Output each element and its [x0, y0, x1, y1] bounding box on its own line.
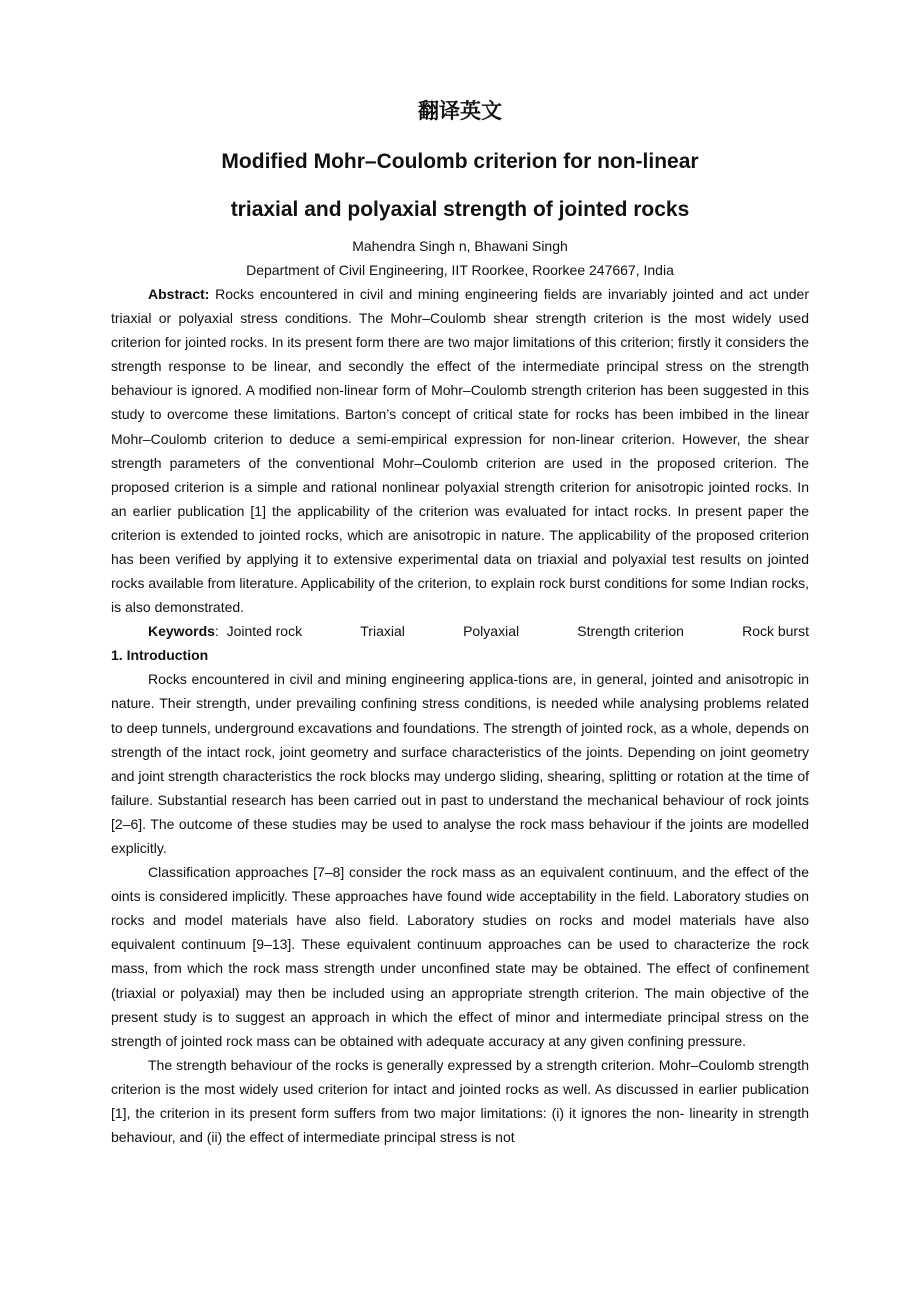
- section-heading-introduction: 1. Introduction: [111, 647, 209, 664]
- paper-title: Modified Mohr–Coulomb criterion for non-linear triaxial and polyaxial strength of jointed rocks: [221, 150, 699, 221]
- body-paragraph: The strength behaviour of the rocks is generally expressed by a strength criterion. Mohr–Coulomb strength criterion is the most widely used criterion for intact and jointed rocks as well. As discussed in earlier publication [1], the criterion in its present form suffers from two major limitations: (i) it ignores the non- linearity in strength behaviour, and (ii) the effect of intermediate principal stress is not: [111, 1056, 809, 1146]
- keyword-item: Polyaxial: [463, 623, 520, 640]
- document-page: [111, 96, 809, 1149]
- abstract-label: Abstract:: [148, 286, 210, 302]
- abstract-text: Rocks encountered in civil and mining engineering fields are invariably jointed and act under triaxial or polyaxial stress conditions. The Mohr–Coulomb shear strength criterion is the most widely used criterion for jointed rocks. In its present form there are two major limitations of this criterion; firstly it considers the strength response to be linear, and secondly the effect of the intermediate principal stress on the strength behaviour is ignored. A modified non-linear form of Mohr–Coulomb strength criterion has been suggested in this study to overcome these limitations. Barton’s concept of critical state for rocks has been imbibed in the linear Mohr–Coulomb criterion to deduce a semi-empirical expression for non-linear criterion. However, the shear strength parameters of the conventional Mohr–Coulomb criterion are used in the proposed criterion. The proposed criterion is a simple and rational nonlinear polyaxial strength criterion for anisotropic jointed rocks. In an earlier publication [1] the applicability of the criterion was evaluated for intact rocks. In present paper the criterion is extended to jointed rocks, which are anisotropic in nature. The applicability of the proposed criterion has been verified by applying it to extensive experimental data on triaxial and polyaxial test results on jointed rocks available from literature. Applicability of the criterion, to explain rock burst conditions for some Indian rocks, is also demonstrated.: [111, 286, 809, 616]
- keyword-item: Strength criterion: [577, 623, 684, 640]
- keywords-lead: Keywords: Jointed rock: [148, 623, 303, 640]
- affiliation: Department of Civil Engineering, IIT Roorkee, Roorkee 247667, India: [246, 262, 674, 278]
- keywords-label: Keywords: [148, 623, 215, 640]
- body-paragraph: Rocks encountered in civil and mining engineering applica-tions are, in general, jointed and anisotropic in nature. Their strength, under prevailing confining stress conditions, is needed while analysing problems related to deep tunnels, underground excavations and foundations. The strength of jointed rock, as a whole, depends on strength of the intact rock, joint geometry and surface characteristics of the joints. Depending on joint geometry and joint strength characteristics the rock blocks may undergo sliding, shearing, splitting or rotation at the time of failure. Substantial research has been carried out in past to understand the mechanical behaviour of rock joints [2–6]. The outcome of these studies may be used to analyse the rock mass behaviour if the joints are modelled explicitly.: [111, 671, 809, 856]
- authors: Mahendra Singh n, Bhawani Singh: [352, 238, 568, 254]
- keyword-item: Jointed rock: [226, 623, 303, 640]
- keyword-item: Rock burst: [742, 623, 809, 640]
- abstract-paragraph: [111, 282, 809, 619]
- keywords-row: [111, 619, 809, 643]
- body-paragraph: Classification approaches [7–8] consider the rock mass as an equivalent continuum, and the effect of the oints is considered implicitly. These approaches have found wide acceptability in the field. Laboratory studies on rocks and model materials have also field. Laboratory studies on rocks and model materials have also equivalent continuum [9–13]. These equivalent continuum approaches can be used to characterize the rock mass, from which the rock mass strength under unconfined state may be obtained. The effect of confinement (triaxial or polyaxial) may then be included using an appropriate strength criterion. The main objective of the present study is to suggest an approach in which the effect of minor and intermediate principal stress on the strength of jointed rock mass can be obtained with adequate accuracy at any given confining pressure.: [111, 864, 809, 1049]
- chinese-title: 翻译英文: [418, 99, 502, 123]
- keyword-item: Triaxial: [360, 623, 405, 640]
